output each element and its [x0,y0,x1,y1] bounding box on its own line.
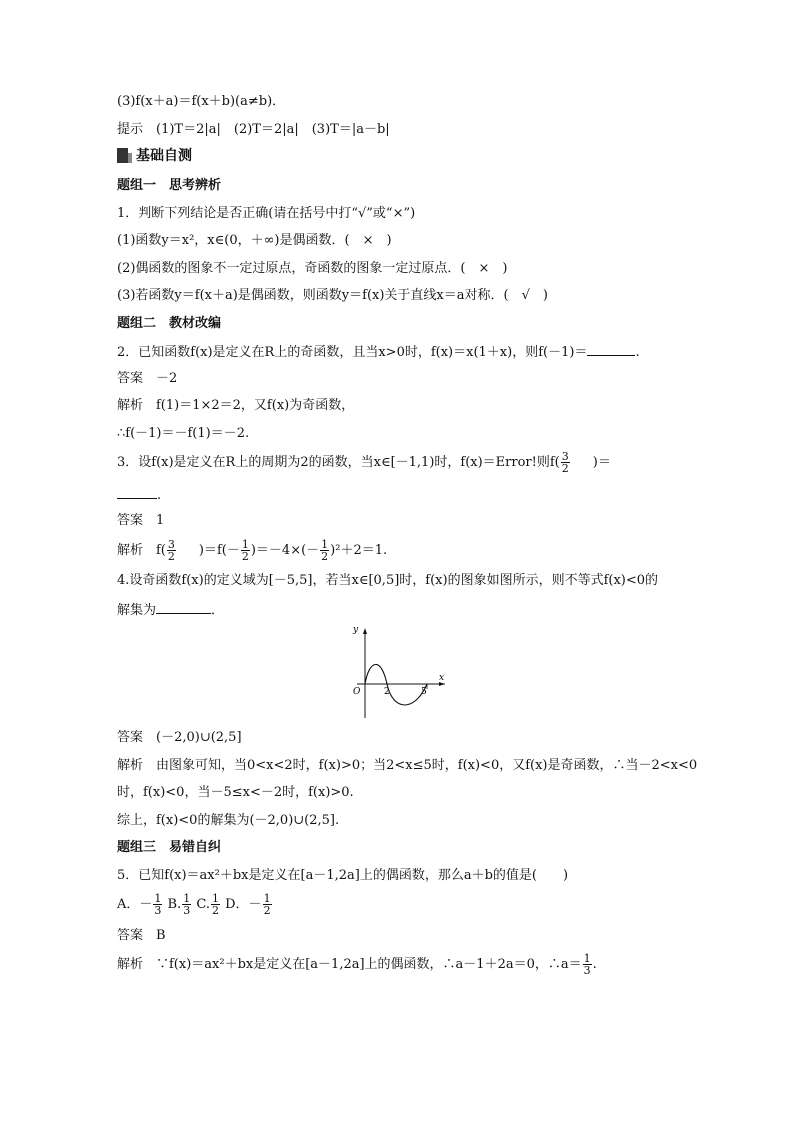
group-heading: 题组三 易错自纠 [117,840,222,855]
text-line: (3)f(x＋a)＝f(x＋b)(a≠b)． [117,94,286,109]
fraction-one-third: $\frac{1}{3}$ [183,892,191,917]
question-text: 3．设f(x)是定义在R上的周期为2的函数，当x∈[－1,1)时，f(x)＝Error!则f( [117,455,560,470]
option-a: A．－ [117,897,153,912]
question-text: )＝ [592,455,611,470]
function-graph [335,626,445,718]
question-5: 5．已知f(x)＝ax²＋bx是定义在[a－1,2a]上的偶函数，那么a＋b的值是( ) [117,867,569,883]
fraction-three-halves: $\frac{3}{2}$ [167,537,175,563]
answer-blank [117,484,157,499]
fraction-one-half: $\frac{1}{2}$ [211,892,219,917]
option-c: C. [196,897,210,912]
fraction-one-half: $\frac{1}{2}$ [263,892,271,917]
fraction-three-halves: $\frac{3}{2}$ [561,450,569,475]
question-4-line-2: 解集为 ． [117,599,682,618]
explanation-3: 解析 f( $\frac{3}{2}$ )＝f(－ $\frac{1}{2}$ )＝－4×(－ $\frac{1}{2}$ )²＋2＝1. [117,537,388,563]
option-b: B. [167,897,182,912]
answer-5: 答案 B [117,927,166,943]
question-2 [117,341,682,360]
question-1-item-2: (2)偶函数的图象不一定过原点，奇函数的图象一定过原点．( × ) [117,260,508,276]
explanation-4-line-3: 综上，f(x)<0的解集为(－2,0)∪(2,5]. [117,812,340,828]
section-heading [117,144,682,166]
answer-blank [587,341,635,356]
question-1-item-1: (1)函数y＝x²，x∈(0，＋∞)是偶函数．( × ) [117,233,392,248]
question-text: 2．已知函数f(x)是定义在R上的奇函数，且当x>0时，f(x)＝x(1＋x)，则f(－1)＝ [117,345,588,360]
option-d: D．－ [225,897,262,912]
explanation-5: 解析 ∵f(x)＝ax²＋bx是定义在[a－1,2a]上的偶函数，∴a－1＋2a＝0，∴a＝ $\frac{1}{3}$ . [117,952,597,977]
hint-line: 提示 (1)T＝2|a| (2)T＝2|a| (3)T＝|a－b| [117,121,390,137]
answer-blank-line: . [117,484,682,503]
section-marker-icon [117,148,132,163]
period: . [635,345,640,360]
answer-4: 答案 (－2,0)∪(2,5] [117,730,242,745]
answer-blank [156,599,211,614]
answer-3: 答案 1 [117,513,165,528]
tick-label-2: 2 [384,687,390,697]
group-heading: 题组二 教材改编 [117,315,222,331]
fraction-one-third: $\frac{1}{3}$ [583,952,591,977]
question-4-line-1: 4.设奇函数f(x)的定义域为[－5,5]，若当x∈[0,5]时，f(x)的图象如图所示，则不等式f(x)<0的 [117,573,659,588]
origin-label: O [353,687,361,697]
question-3 [117,451,682,475]
section-title: 基础自测 [136,148,192,164]
tick-label-5: 5 [421,687,427,697]
y-axis-label: y [353,626,359,635]
answer-2: 答案 －2 [117,370,178,386]
fraction-one-half: $\frac{1}{2}$ [241,537,249,563]
y-axis-arrow-icon [363,628,367,634]
explanation-2-line-1: 解析 f(1)＝1×2＝2，又f(x)为奇函数， [117,398,355,413]
question-5-options [117,893,682,917]
explanation-4-line-2: 时，f(x)<0，当－5≤x<－2时，f(x)>0. [117,785,354,800]
question-1-item-3: (3)若函数y＝f(x＋a)是偶函数，则函数y＝f(x)关于直线x＝a对称．( √ ) [117,288,548,303]
explanation-4-line-1: 解析 由图象可知，当0<x<2时，f(x)>0；当2<x≤5时，f(x)<0，又f(x)是奇函数，∴当－2<x<0 [117,757,698,773]
explanation-2-line-2: ∴f(－1)＝－f(1)＝－2. [117,425,250,441]
document-page [117,92,698,986]
fraction-one-half: $\frac{1}{2}$ [321,537,329,563]
group-heading: 题组一 思考辨析 [117,178,222,193]
function-curve [365,664,427,705]
question-1: 1．判断下列结论是否正确(请在括号中打“√”或“×”) [117,205,416,221]
x-axis-label: x [439,673,445,683]
fraction-one-third: $\frac{1}{3}$ [154,892,162,917]
